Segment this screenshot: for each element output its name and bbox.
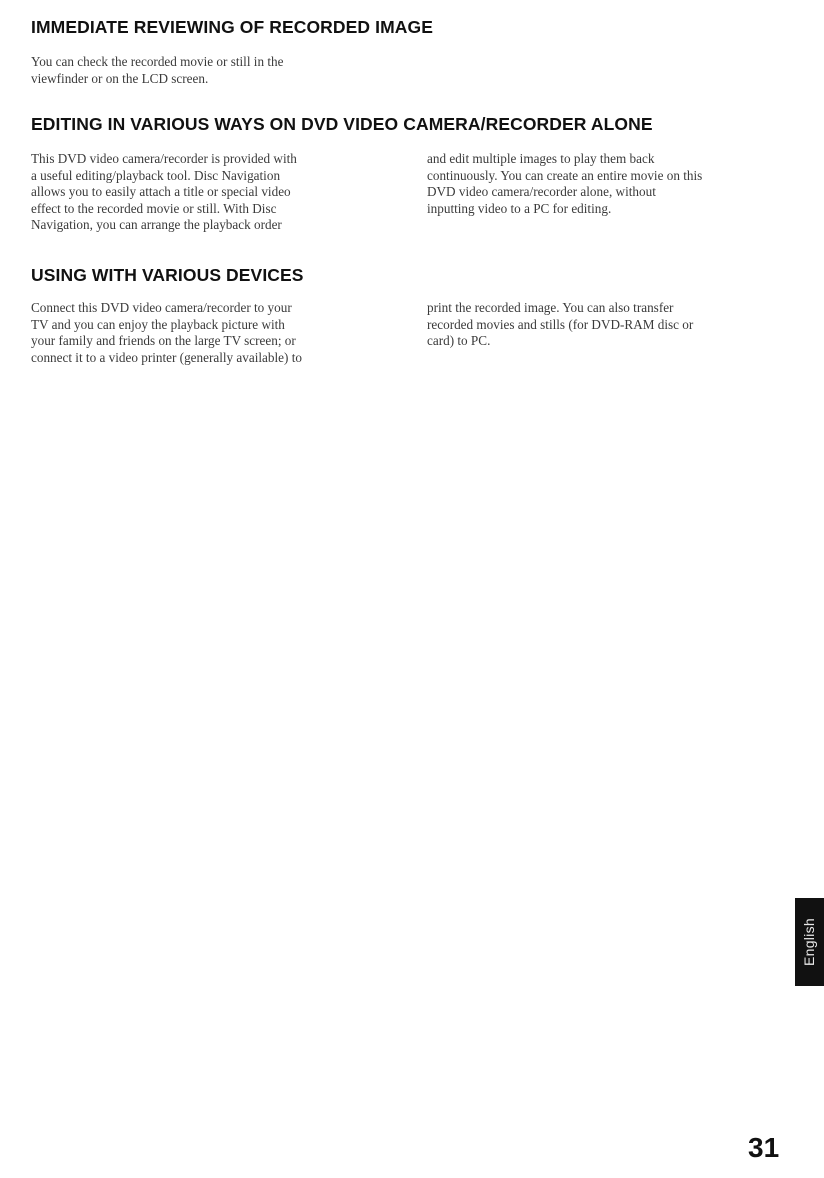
heading-using-devices: USING WITH VARIOUS DEVICES (31, 265, 304, 285)
heading-immediate-reviewing: IMMEDIATE REVIEWING OF RECORDED IMAGE (31, 17, 433, 37)
paragraph-devices-column-1: Connect this DVD video camera/recorder to your TV and you can enjoy the playback picture with your family and friends on the large TV screen; or connect it to a video printer (generally available) to (31, 300, 302, 365)
language-tab (795, 898, 824, 986)
heading-editing: EDITING IN VARIOUS WAYS ON DVD VIDEO CAMERA/RECORDER ALONE (31, 114, 653, 134)
language-tab-label: English (801, 917, 818, 967)
paragraph-immediate-reviewing: You can check the recorded movie or still in the viewfinder or on the LCD screen. (31, 54, 284, 86)
page-number: 31 (748, 1132, 780, 1163)
paragraph-editing-column-2: and edit multiple images to play them back continuously. You can create an entire movie on this DVD video camera/recorder alone, without inputting video to a PC for editing. (427, 151, 703, 216)
paragraph-editing-column-1: This DVD video camera/recorder is provided with a useful editing/playback tool. Disc Navigation allows you to easily attach a title or special video effect to the recorded movie or still. With Disc Navigation, you can arrange the playback order (31, 151, 297, 233)
paragraph-devices-column-2: print the recorded image. You can also transfer recorded movies and stills (for DVD-RAM disc or card) to PC. (427, 300, 694, 349)
